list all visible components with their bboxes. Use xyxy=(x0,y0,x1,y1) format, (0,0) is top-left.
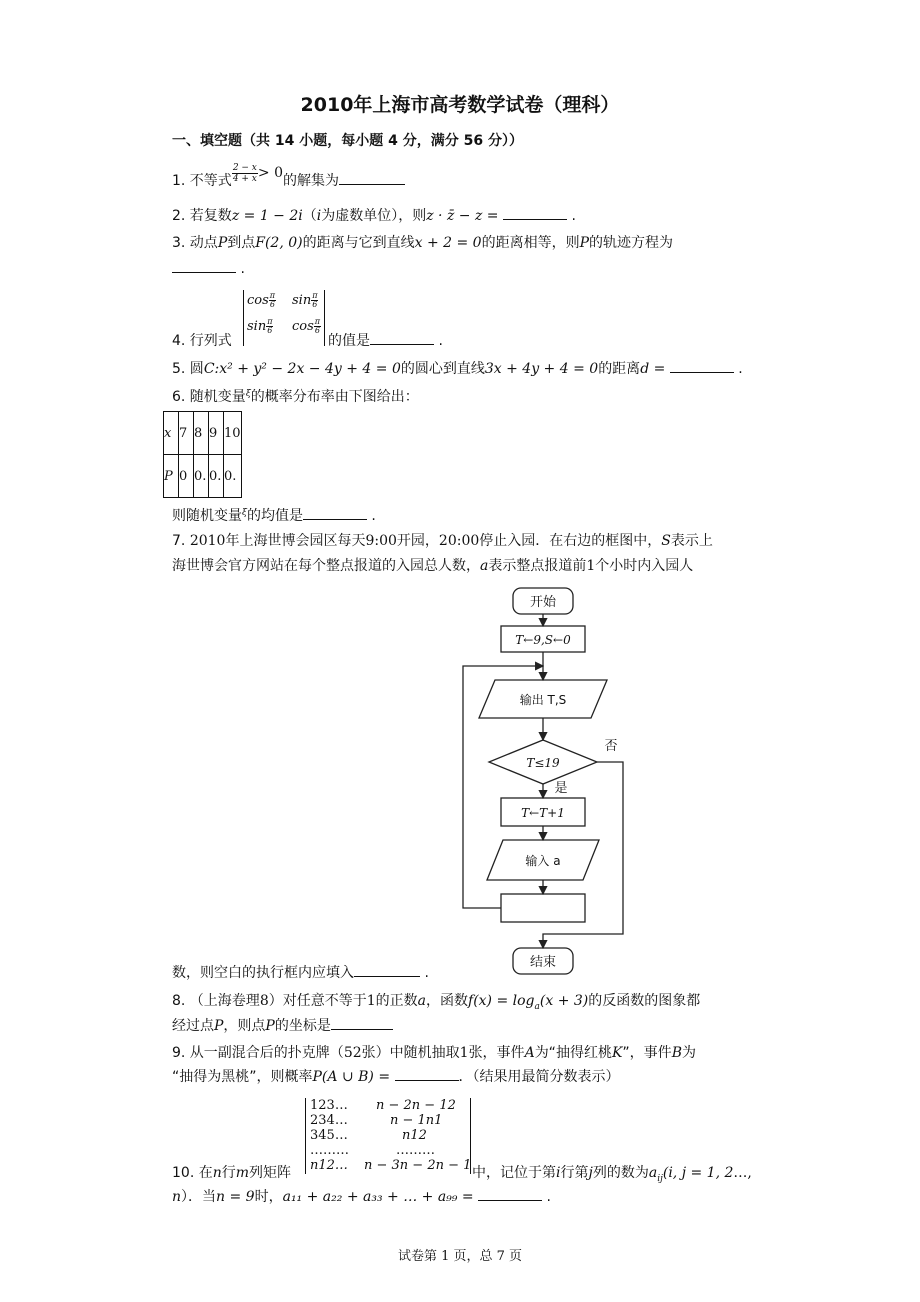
matrix-cell: n − 1n1 xyxy=(390,1113,443,1128)
q4-pi: π xyxy=(269,291,276,300)
q10-text-8: 时， xyxy=(254,1189,283,1205)
table-cell: 0. xyxy=(224,455,242,498)
question-8-line-2 xyxy=(172,1015,393,1035)
q1-answer-blank[interactable] xyxy=(339,170,405,185)
q4-frac-21 xyxy=(266,318,273,335)
q3-end: . xyxy=(240,261,245,277)
q8-text-4: ，函数 xyxy=(426,993,469,1009)
q10-i: i xyxy=(556,1165,561,1181)
q10-n: n xyxy=(212,1165,222,1181)
q7-end: . xyxy=(424,965,429,981)
q4-pi: π xyxy=(312,291,318,300)
q9-text-2: 张）中随机抽取 xyxy=(361,1045,460,1061)
q9-probability: P(A ∪ B) = xyxy=(312,1069,391,1085)
question-3-cont xyxy=(172,258,245,277)
q4-cos-1: cos xyxy=(247,293,269,308)
table-cell: P xyxy=(164,455,179,498)
q7-close-time: 20:00 xyxy=(438,533,480,549)
q5-d: d = xyxy=(640,361,666,377)
q4-pi: π xyxy=(314,317,321,326)
q1-numerator: 2 − x xyxy=(232,162,257,173)
flow-start-label: 开始 xyxy=(529,595,557,610)
q4-cell-21 xyxy=(247,318,273,335)
q4-six: 6 xyxy=(314,326,320,335)
q3-answer-blank[interactable] xyxy=(172,258,236,273)
q7-open-time: 9:00 xyxy=(365,533,397,549)
q9-text-6: 为 xyxy=(681,1045,696,1061)
q10-ij: ij xyxy=(657,1174,663,1184)
q6-xi-2: ξ xyxy=(242,508,247,518)
table-cell: 8 xyxy=(194,412,209,455)
matrix-cell: ……… xyxy=(396,1143,435,1158)
matrix-cell: 345… xyxy=(310,1128,348,1143)
q6-xi: ξ xyxy=(245,389,251,399)
q10-text-5: 行第 xyxy=(560,1165,589,1181)
table-row xyxy=(164,455,242,498)
q7-text-7: 个小时内入园人 xyxy=(595,558,694,574)
q7-text-4: 表示上 xyxy=(670,533,713,549)
q8-function: f(x) = log xyxy=(468,993,535,1009)
table-cell: 0. xyxy=(209,455,224,498)
q4-cell-11 xyxy=(247,292,276,309)
question-9 xyxy=(172,1042,696,1062)
q9-text-7: “抽得为黑桃”，则概率 xyxy=(172,1069,313,1085)
q4-cell-22 xyxy=(292,318,321,335)
q4-cos-2: cos xyxy=(292,319,314,334)
q2-i: i xyxy=(316,208,322,224)
q5-text-1: 的圆心到直线 xyxy=(400,361,485,377)
q4-frac-22 xyxy=(314,318,321,335)
flow-condition-label: T≤19 xyxy=(526,756,560,770)
q10-text-1: 10. 在 xyxy=(172,1165,213,1181)
question-9-line-2 xyxy=(172,1066,620,1086)
q8-text-6: 经过点 xyxy=(172,1018,214,1034)
q8-text-1: 8. （上海卷理 xyxy=(172,993,260,1009)
q10-ellipsis: …, xyxy=(733,1165,752,1181)
q8-text-2: ）对任意不等于 xyxy=(268,993,367,1009)
q4-frac-11 xyxy=(269,292,276,309)
flow-no-label: 否 xyxy=(604,739,618,754)
page-footer: 试卷第 1 页，总 7 页 xyxy=(397,1249,523,1264)
q7-year: 2010 xyxy=(189,533,226,549)
q7-text-5: 海世博会官方网站在每个整点报道的入园总人数， xyxy=(172,558,480,574)
matrix-cell: n − 3n − 2n − 1 xyxy=(364,1158,472,1173)
question-10 xyxy=(172,1162,291,1182)
q9-text-1: 9. 从一副混合后的扑克牌（ xyxy=(172,1045,344,1061)
q7-one: 1 xyxy=(586,558,596,574)
q10-matrix xyxy=(305,1098,471,1174)
q1-denominator: 4 + x xyxy=(232,173,257,184)
q9-a: A xyxy=(524,1045,535,1061)
q6-end: . xyxy=(371,508,376,524)
q8-text-8: 的坐标是 xyxy=(274,1018,331,1034)
q7-flowchart xyxy=(455,582,635,982)
q9-k: K xyxy=(611,1045,623,1061)
question-4-cont xyxy=(328,330,443,350)
flow-blank-box[interactable] xyxy=(501,894,585,922)
q3-point-p: P xyxy=(217,235,228,251)
q2-paren: （ xyxy=(302,208,317,224)
q2-answer-blank[interactable] xyxy=(503,205,567,220)
q4-sin-1: sin xyxy=(292,293,312,308)
q9-answer-blank[interactable] xyxy=(395,1066,459,1081)
q4-answer-blank[interactable] xyxy=(370,330,434,345)
q10-text-7: ）．当 xyxy=(181,1189,217,1205)
q10-text-2: 行 xyxy=(221,1165,236,1181)
table-cell: x xyxy=(164,412,179,455)
q10-text-6: 列的数为 xyxy=(592,1165,649,1181)
q9-b: B xyxy=(671,1045,682,1061)
q7-text-3: 停止入园．在右边的框图中， xyxy=(479,533,662,549)
q1-inequality: > 0 xyxy=(257,165,283,181)
q5-prefix: 5. 圆 xyxy=(172,361,204,377)
q4-cell-12 xyxy=(292,292,318,309)
q4-six: 6 xyxy=(269,300,275,309)
q4-end: . xyxy=(438,333,443,349)
matrix-cell: n12… xyxy=(310,1158,348,1173)
q9-text-8: ．（结果用最简分数表示） xyxy=(458,1069,620,1085)
table-cell: 0. xyxy=(194,455,209,498)
q9-52: 52 xyxy=(343,1045,362,1061)
q10-a: a xyxy=(648,1165,658,1181)
q10-sum: a₁₁ + a₂₂ + a₃₃ + … + a₉₉ = xyxy=(282,1189,474,1205)
q10-text-4: 中，记位于第 xyxy=(472,1165,556,1181)
q4-suffix: 的值是 xyxy=(328,333,370,349)
q10-answer-blank[interactable] xyxy=(478,1186,542,1201)
q3-text-4: 的轨迹方程为 xyxy=(589,235,673,251)
q4-six: 6 xyxy=(267,326,273,335)
table-cell: 9 xyxy=(209,412,224,455)
question-1 xyxy=(172,162,405,192)
question-4 xyxy=(172,330,232,350)
q4-frac-12 xyxy=(311,292,318,309)
q7-text-2: 开园， xyxy=(396,533,439,549)
q2-end: . xyxy=(571,208,576,224)
question-10-line-2 xyxy=(172,1186,551,1206)
q6-prefix: 6. 随机变量 xyxy=(172,389,246,405)
q9-text-3: 张，事件 xyxy=(468,1045,525,1061)
q4-prefix: 4. 行列式 xyxy=(172,333,232,349)
flow-input-label: 输入 a xyxy=(525,854,561,868)
flow-yes-label: 是 xyxy=(554,781,568,796)
q6-suffix: 的概率分布率由下图给出： xyxy=(250,389,419,405)
question-7-line-2 xyxy=(172,555,693,575)
q6-distribution-table xyxy=(163,411,242,498)
q5-end: . xyxy=(738,361,743,377)
q8-one: 1 xyxy=(366,993,376,1009)
q7-num: 7. xyxy=(172,533,190,549)
q2-note: 为虚数单位），则 xyxy=(321,208,427,224)
q8-a: a xyxy=(417,993,427,1009)
question-6 xyxy=(172,386,419,406)
q10-m: m xyxy=(235,1165,250,1181)
question-5 xyxy=(172,358,743,378)
q9-text-5: ”，事件 xyxy=(622,1045,672,1061)
table-cell: 7 xyxy=(179,412,194,455)
flow-init-label: T←9,S←0 xyxy=(515,633,571,647)
table-cell: 10 xyxy=(224,412,242,455)
q10-end: . xyxy=(546,1189,551,1205)
matrix-cell: 234… xyxy=(310,1113,348,1128)
q10-text-3: 列矩阵 xyxy=(249,1165,292,1181)
q10-n2: n xyxy=(172,1189,182,1205)
flow-output-label: 输出 T,S xyxy=(519,693,567,707)
q3-text-3: 的距离相等，则 xyxy=(481,235,580,251)
q4-sin-2: sin xyxy=(247,319,267,334)
q4-six: 6 xyxy=(312,300,318,309)
q5-answer-blank[interactable] xyxy=(670,358,734,373)
q7-text-1: 年上海世博会园区每天 xyxy=(225,533,366,549)
q9-one: 1 xyxy=(459,1045,469,1061)
q3-point-f: F(2, 0) xyxy=(255,235,303,251)
question-7 xyxy=(172,530,713,550)
q6-after-prefix: 则随机变量 xyxy=(172,508,242,524)
q5-circle-equation: C:x² + y² − 2x − 4y + 4 = 0 xyxy=(203,361,401,377)
q1-fraction xyxy=(232,163,258,184)
q7-text-8: 数，则空白的执行框内应填入 xyxy=(172,965,354,981)
flow-increment-label: T←T+1 xyxy=(521,806,565,820)
matrix-cell: 123… xyxy=(310,1098,348,1113)
q9-text-4: 为“抽得红桃 xyxy=(534,1045,612,1061)
q7-answer-blank[interactable] xyxy=(354,962,420,977)
q5-line: 3x + 4y + 4 = 0 xyxy=(484,361,599,377)
q7-text-6: 表示整点报道前 xyxy=(488,558,587,574)
matrix-cell: ……… xyxy=(310,1143,349,1158)
question-10-cont xyxy=(472,1162,752,1182)
q5-text-2: 的距离 xyxy=(598,361,641,377)
q7-s: S xyxy=(661,533,671,549)
q10-range: (i, j = 1, 2 xyxy=(662,1165,734,1181)
q8-text-5: 的反函数的图象都 xyxy=(588,993,701,1009)
q10-j: j xyxy=(588,1165,593,1181)
q3-line: x + 2 = 0 xyxy=(414,235,482,251)
q6-after-suffix: 的均值是 xyxy=(246,508,303,524)
q8-p2: P xyxy=(265,1018,275,1034)
question-8 xyxy=(172,990,700,1010)
q2-expression: z = 1 − 2i xyxy=(231,208,303,224)
q3-text-1: 到点 xyxy=(227,235,256,251)
question-7-line-3 xyxy=(172,962,429,982)
q1-suffix: 的解集为 xyxy=(282,173,339,189)
q4-determinant xyxy=(243,290,325,346)
page-title: 2010年上海市高考数学试卷（理科） xyxy=(300,94,620,116)
q8-text-3: 的正数 xyxy=(375,993,418,1009)
q7-a: a xyxy=(480,558,489,574)
q1-prefix: 1. 不等式 xyxy=(172,173,232,189)
table-row xyxy=(164,412,242,455)
q8-arg: (x + 3) xyxy=(539,993,589,1009)
q6-answer-blank[interactable] xyxy=(303,505,367,520)
matrix-cell: n12 xyxy=(402,1128,427,1143)
section-heading: 一、填空题（共 14 小题，每小题 4 分，满分 56 分）） xyxy=(172,133,523,149)
q3-text-2: 的距离与它到直线 xyxy=(302,235,415,251)
q4-pi: π xyxy=(267,317,273,326)
q8-p: P xyxy=(214,1018,224,1034)
q2-expression-2: z · z̄ − z = xyxy=(426,208,499,224)
table-cell: 0 xyxy=(179,455,194,498)
q3-prefix: 3. 动点 xyxy=(172,235,218,251)
question-3 xyxy=(172,232,673,252)
q3-point-p2: P xyxy=(579,235,589,251)
q8-base: a xyxy=(534,1002,540,1012)
question-2 xyxy=(172,205,576,225)
matrix-cell: n − 2n − 12 xyxy=(376,1098,456,1113)
q8-ref: 8 xyxy=(259,993,269,1009)
q10-n-equals: n = 9 xyxy=(216,1189,255,1205)
question-6-cont xyxy=(172,505,376,525)
flow-end-label: 结束 xyxy=(529,955,557,970)
q8-answer-blank[interactable] xyxy=(331,1015,393,1030)
q8-text-7: ，则点 xyxy=(223,1018,266,1034)
q2-prefix: 2. 若复数 xyxy=(172,208,232,224)
